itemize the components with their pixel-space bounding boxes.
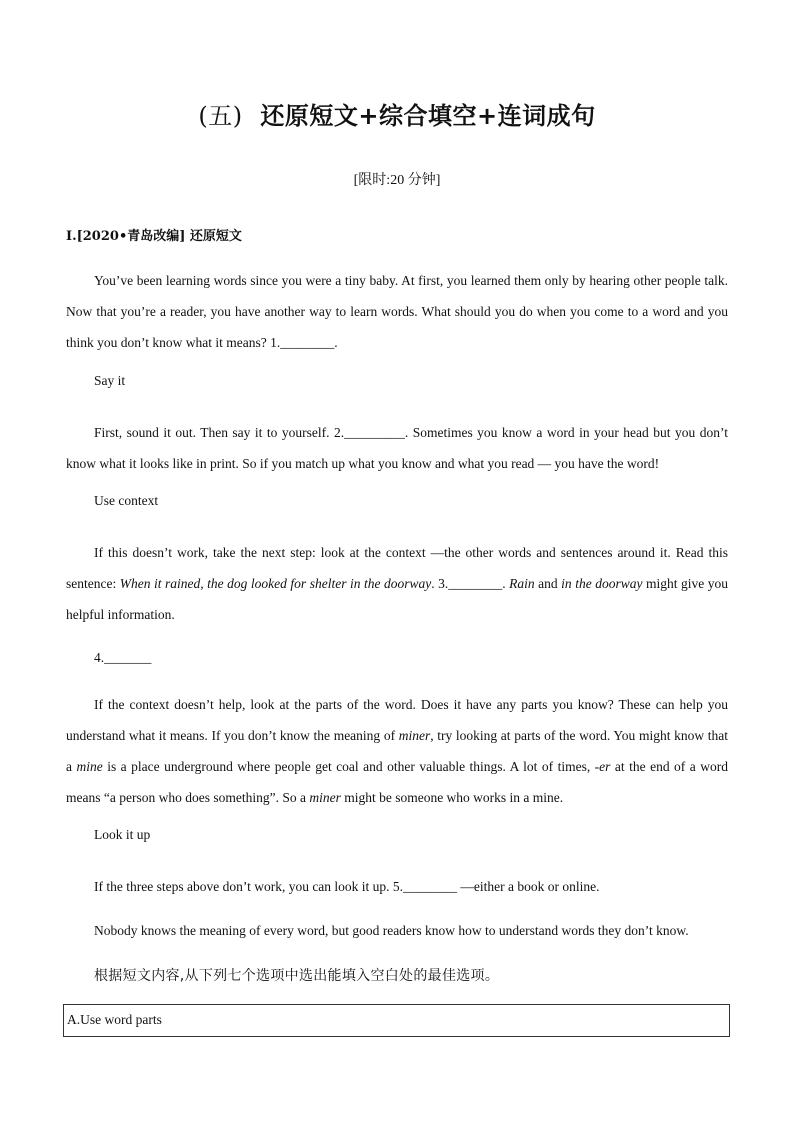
instruction-text: 根据短文内容,从下列七个选项中选出能填入空白处的最佳选项。 — [94, 968, 500, 984]
passage-paragraph-5: If the three steps above don’t work, you can look it up. 5.________ —either a book or online. — [94, 879, 600, 894]
italic-suffix-er: -er — [594, 759, 611, 774]
italic-phrase-doorway: in the doorway — [561, 576, 643, 591]
subheading-use-context: Use context — [94, 493, 159, 508]
italic-word-mine: mine — [76, 759, 103, 774]
italic-word-rain: Rain — [509, 576, 535, 591]
section-heading: Ⅰ.[2020•青岛改编] 还原短文 — [66, 229, 242, 244]
italic-word-miner: miner — [398, 728, 431, 743]
example-sentence: When it rained, the dog looked for shelter in the doorway — [119, 576, 432, 591]
p4-text-4: at the end of a word means “a person who does something”. So a — [66, 759, 728, 805]
p3-text-1: If this doesn’t work, take the next step: look at the context —the other words and sentences around it. Read this sentence: — [66, 545, 728, 591]
italic-word-miner-2: miner — [309, 790, 341, 805]
options-table — [63, 1004, 730, 1037]
p3-text-3: and — [534, 576, 562, 591]
time-limit: [限时:20 分钟] — [353, 173, 441, 188]
title-text: 还原短文+综合填空+连词成句 — [260, 102, 596, 130]
p4-text-2: , try looking at parts of the word. You might know that a — [66, 728, 729, 774]
passage-paragraph-2: First, sound it out. Then say it to yourself. 2._________. Sometimes you know a word in your head but you don’t know what it looks like in print. So if you match up what you know and what you read — you have the word! — [66, 425, 728, 471]
p4-text-5: might be someone who works in a mine. — [340, 790, 564, 805]
p3-text-4: might give you helpful information. — [66, 576, 728, 622]
passage-paragraph-1: You’ve been learning words since you were a tiny baby. At first, you learned them only by hearing other people talk. Now that you’re a reader, you have another way to learn words. What should you do when you come to a word and you think you don’t know what it means? 1.________. — [66, 273, 728, 350]
subheading-look-it-up: Look it up — [94, 827, 151, 842]
p3-text-2: . 3.________. — [431, 576, 510, 591]
subheading-say-it: Say it — [94, 373, 126, 388]
p4-text-1: If the context doesn’t help, look at the parts of the word. Does it have any parts you know? These can help you understand what it means. If you don’t know the meaning of — [66, 697, 728, 743]
passage-paragraph-3 — [66, 537, 728, 630]
option-a: A.Use word parts — [67, 1012, 162, 1027]
blank-4: 4._______ — [94, 650, 152, 665]
p4-text-3: is a place underground where people get coal and other valuable things. A lot of times, — [102, 759, 595, 774]
title-number: (五) — [198, 102, 243, 130]
passage-paragraph-6: Nobody knows the meaning of every word, but good readers know how to understand words they don’t know. — [94, 923, 689, 938]
page-title — [0, 96, 794, 131]
passage-paragraph-4 — [66, 689, 728, 813]
